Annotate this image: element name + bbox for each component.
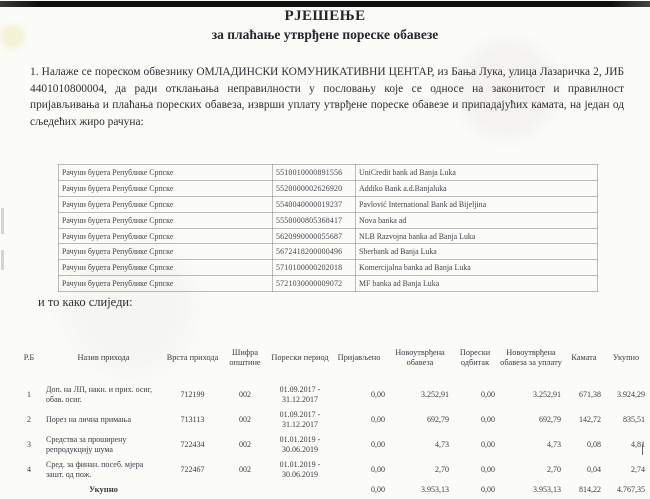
income-type: 722434 <box>180 439 205 449</box>
bank-account-row <box>59 165 598 181</box>
header-income-type: Врста прихода <box>166 353 219 362</box>
account-number: 5520000002626920 <box>273 180 356 196</box>
tax-period: 01.01.2019 - 30.06.2019 <box>279 435 321 454</box>
row-number: 4 <box>27 464 31 474</box>
row-number: 3 <box>27 439 31 449</box>
bank-name: Nova banka ad <box>356 212 598 228</box>
tax-period: 01.09.2017 - 31.12.2017 <box>279 410 321 429</box>
assessed-amount: 2,70 <box>435 464 449 474</box>
tax-total-row <box>16 482 648 499</box>
tax-obligations-table <box>16 334 648 499</box>
municipality-code: 002 <box>239 389 251 399</box>
follows-label: и то како слиједи: <box>38 295 133 309</box>
header-newly-assessed: Новоутврђена обавеза <box>395 348 445 367</box>
account-number: 5710100000202018 <box>273 260 356 276</box>
total-declared: 0,00 <box>371 485 385 494</box>
assessed-amount: 692,79 <box>427 414 449 424</box>
account-holder: Рачуни буџета Републике Српске <box>59 212 273 228</box>
deduction-amount: 0,00 <box>481 414 495 424</box>
header-municipality-code: Шифра општине <box>229 348 261 367</box>
header-income-name: Назив прихода <box>77 353 130 362</box>
tax-period: 01.09.2017 - 31.12.2017 <box>279 385 321 404</box>
payable-amount: 3.252,91 <box>533 389 561 399</box>
account-holder: Рачуни буџета Републике Српске <box>59 165 273 181</box>
income-name: Средства за проширену репродукцију шума <box>46 435 127 454</box>
deduction-amount: 0,00 <box>481 464 495 474</box>
bank-account-row <box>59 180 598 196</box>
row-number: 1 <box>27 389 31 399</box>
header-payable: Новоутврђена обавеза за уплату <box>500 348 562 367</box>
bank-account-row <box>59 196 598 212</box>
bank-accounts-table <box>58 164 598 292</box>
tax-row <box>16 382 648 407</box>
total-grand: 4.767,35 <box>617 485 645 494</box>
bank-name: UniCredit bank ad Banja Luka <box>356 165 598 181</box>
total-deduction: 0,00 <box>481 485 495 494</box>
scan-edge-mark <box>1 208 4 234</box>
header-tax-deduction: Порески одбитак <box>459 348 491 367</box>
header-interest: Камата <box>571 353 597 362</box>
income-type: 712199 <box>180 389 205 399</box>
bank-name: Pavlović International Bank ad Bijeljina <box>356 196 598 212</box>
total-amount: 2,74 <box>631 464 645 474</box>
income-name: Сред. за финан. посеб. мјера зашт. од пож. <box>46 460 144 479</box>
row-number: 2 <box>27 414 31 424</box>
total-label: Укупно <box>89 484 118 494</box>
total-payable: 3.953,13 <box>533 485 561 494</box>
deduction-amount: 0,00 <box>481 439 495 449</box>
bank-name: Komercijalna banka ad Banja Luka <box>356 260 598 276</box>
total-amount: 835,51 <box>623 414 645 424</box>
total-interest: 814,22 <box>579 485 601 494</box>
bank-name: Addiko Bank a.d.Banjaluka <box>356 180 598 196</box>
header-total: Укупно <box>612 353 640 362</box>
bank-name: MF banka ad Banja Luka <box>356 276 598 292</box>
account-holder: Рачуни буџета Републике Српске <box>59 260 273 276</box>
declared-amount: 0,00 <box>371 414 385 424</box>
tax-table-header-row <box>16 334 648 382</box>
account-holder: Рачуни буџета Републике Српске <box>59 228 273 244</box>
tax-row <box>16 432 648 457</box>
account-holder: Рачуни буџета Републике Српске <box>59 196 273 212</box>
payable-amount: 2,70 <box>547 464 561 474</box>
bank-account-row <box>59 228 598 244</box>
assessed-amount: 4,73 <box>435 439 449 449</box>
bank-account-row <box>59 260 598 276</box>
account-number: 5721030000009072 <box>273 276 356 292</box>
document-subtitle: за плаћање утврђене пореске обавезе <box>211 27 439 42</box>
total-amount: 4,81 <box>631 439 645 449</box>
municipality-code: 002 <box>239 414 251 424</box>
tax-period: 01.01.2019 - 30.06.2019 <box>279 460 321 479</box>
account-holder: Рачуни буџета Републике Српске <box>59 276 273 292</box>
account-number: 5550000805368417 <box>273 212 356 228</box>
interest-amount: 0,08 <box>587 439 601 449</box>
tax-row <box>16 407 648 432</box>
payable-amount: 692,79 <box>539 414 561 424</box>
interest-amount: 142,72 <box>579 414 601 424</box>
document-title: РЈЕШЕЊЕ <box>284 8 366 24</box>
account-number: 5620990000055687 <box>273 228 356 244</box>
tax-row <box>16 457 648 482</box>
scan-top-edge <box>0 1 650 7</box>
income-name: Порез на лична примања <box>46 414 132 424</box>
interest-amount: 671,38 <box>579 389 601 399</box>
declared-amount: 0,00 <box>371 389 385 399</box>
account-number: 5510010000891556 <box>273 165 356 181</box>
income-name: Доп. на ЛП, накн. и прих. осиг, обав. осиг. <box>46 385 153 404</box>
account-number: 5540040000019237 <box>273 196 356 212</box>
header-tax-period: Порески период <box>271 353 329 362</box>
declared-amount: 0,00 <box>371 439 385 449</box>
payable-amount: 4,73 <box>547 439 561 449</box>
header-declared: Пријављено <box>337 353 381 362</box>
declared-amount: 0,00 <box>371 464 385 474</box>
account-number: 5672418200000496 <box>273 244 356 260</box>
bank-name: NLB Razvojna banka ad Banja Luka <box>356 228 598 244</box>
income-type: 722467 <box>180 464 205 474</box>
scan-edge-mark <box>1 250 4 270</box>
bank-account-row <box>59 244 598 260</box>
municipality-code: 002 <box>239 464 251 474</box>
account-holder: Рачуни буџета Републике Српске <box>59 244 273 260</box>
bank-account-row <box>59 276 598 292</box>
deduction-amount: 0,00 <box>481 389 495 399</box>
bank-name: Sberbank ad Banja Luka <box>356 244 598 260</box>
bank-account-row <box>59 212 598 228</box>
intro-paragraph: 1. Налаже се пореском обвезнику ОМЛАДИНСКИ КОМУНИКАТИВНИ ЦЕНТАР, из Бања Лука, улица Лазаричка 2, ЈИБ 4401010800004, да ради отклањања неправилности у пословању које се односе на законитост и правилност пријављивања и плаћања пореских обавеза, изврши уплату утврђене пореске обавезе и припадајућих камата, на један од сљедећих жиро рачуна: <box>30 66 624 129</box>
total-assessed: 3.953,13 <box>421 485 449 494</box>
assessed-amount: 3.252,91 <box>421 389 449 399</box>
interest-amount: 0,04 <box>587 464 601 474</box>
header-rb: Р.Б <box>23 353 35 362</box>
total-amount: 3.924,29 <box>617 389 645 399</box>
account-holder: Рачуни буџета Републике Српске <box>59 180 273 196</box>
income-type: 713113 <box>180 414 205 424</box>
municipality-code: 002 <box>239 439 251 449</box>
